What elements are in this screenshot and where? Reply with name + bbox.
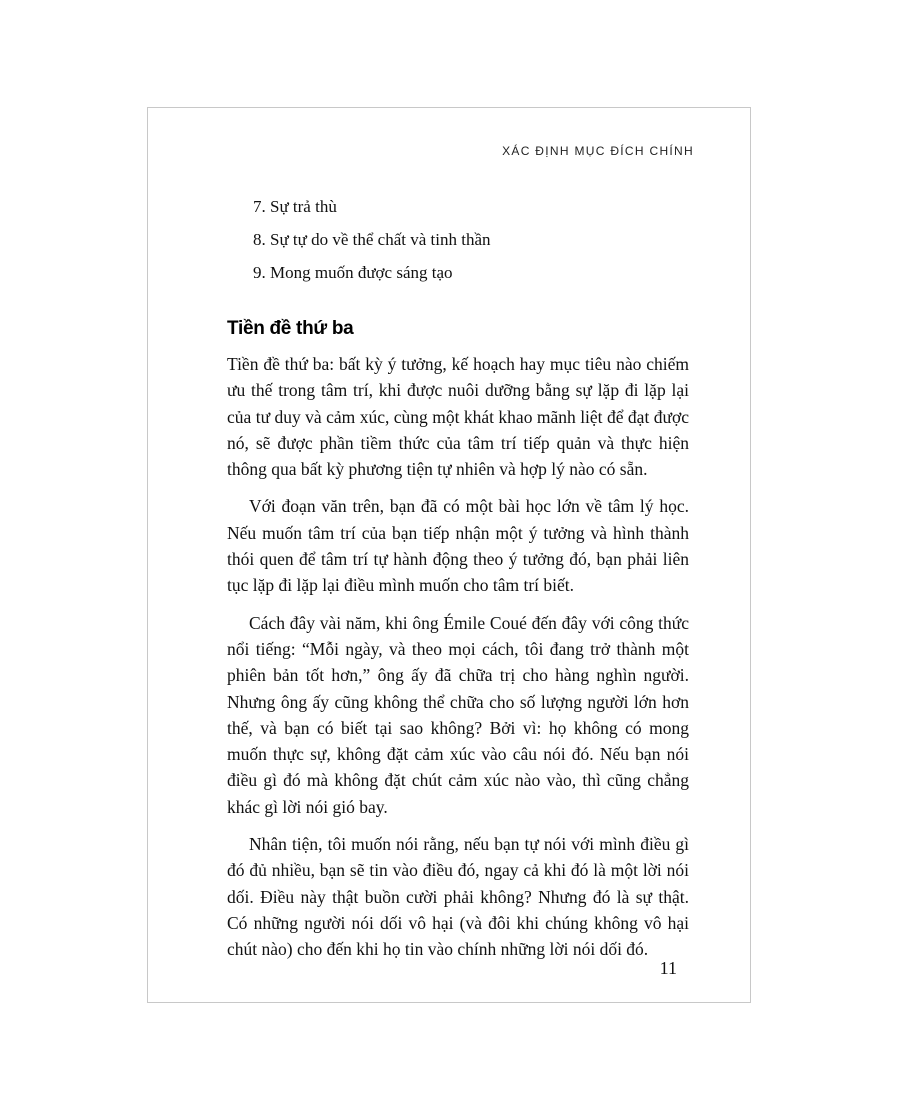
- body-text: [227, 351, 689, 974]
- list-item: 7. Sự trả thù: [253, 197, 337, 216]
- list-item: 8. Sự tự do về thể chất và tinh thần: [253, 230, 491, 249]
- page-number: 11: [659, 958, 677, 978]
- paragraph: Nhân tiện, tôi muốn nói rằng, nếu bạn tự nói với mình điều gì đó đủ nhiều, bạn sẽ tin vào điều đó, ngay cả khi đó là một lời nói dối. Điều này thật buồn cười phải không? Nhưng đó là sự thật. Có những người nói dối vô hại (và đôi khi chúng không vô hại chút nào) cho đến khi họ tin vào chính những lời nói dối đó.: [227, 834, 689, 960]
- list-item: 9. Mong muốn được sáng tạo: [253, 263, 453, 282]
- numbered-list: [253, 190, 673, 289]
- running-header: XÁC ĐỊNH MỤC ĐÍCH CHÍNH: [502, 144, 694, 158]
- paragraph: Tiền đề thứ ba: bất kỳ ý tưởng, kế hoạch hay mục tiêu nào chiếm ưu thế trong tâm trí, khi được nuôi dưỡng bằng sự lặp đi lặp lại của tư duy và cảm xúc, cùng một khát khao mãnh liệt để đạt được nó, sẽ được phần tiềm thức của tâm trí tiếp quản và thực hiện thông qua bất kỳ phương tiện tự nhiên và hợp lý nào có sẵn.: [227, 354, 689, 480]
- section-heading: Tiền đề thứ ba: [227, 318, 354, 339]
- paragraph: Với đoạn văn trên, bạn đã có một bài học lớn về tâm lý học. Nếu muốn tâm trí của bạn tiếp nhận một ý tưởng và hình thành thói quen để tâm trí tự hành động theo ý tưởng đó, bạn phải liên tục lặp đi lặp lại điều mình muốn cho tâm trí biết.: [227, 496, 689, 596]
- paragraph: Cách đây vài năm, khi ông Émile Coué đến đây với công thức nổi tiếng: “Mỗi ngày, và theo mọi cách, tôi đang trở thành một phiên bản tốt hơn,” ông ấy đã chữa trị cho hàng nghìn người. Nhưng ông ấy cũng không thể chữa cho số lượng người lớn hơn thế, và bạn có biết tại sao không? Bởi vì: họ không có mong muốn thực sự, không đặt cảm xúc vào câu nói đó. Nếu bạn nói điều gì đó mà không đặt chút cảm xúc nào vào, thì cũng chẳng khác gì lời nói gió bay.: [227, 612, 689, 817]
- book-page: [147, 107, 751, 1003]
